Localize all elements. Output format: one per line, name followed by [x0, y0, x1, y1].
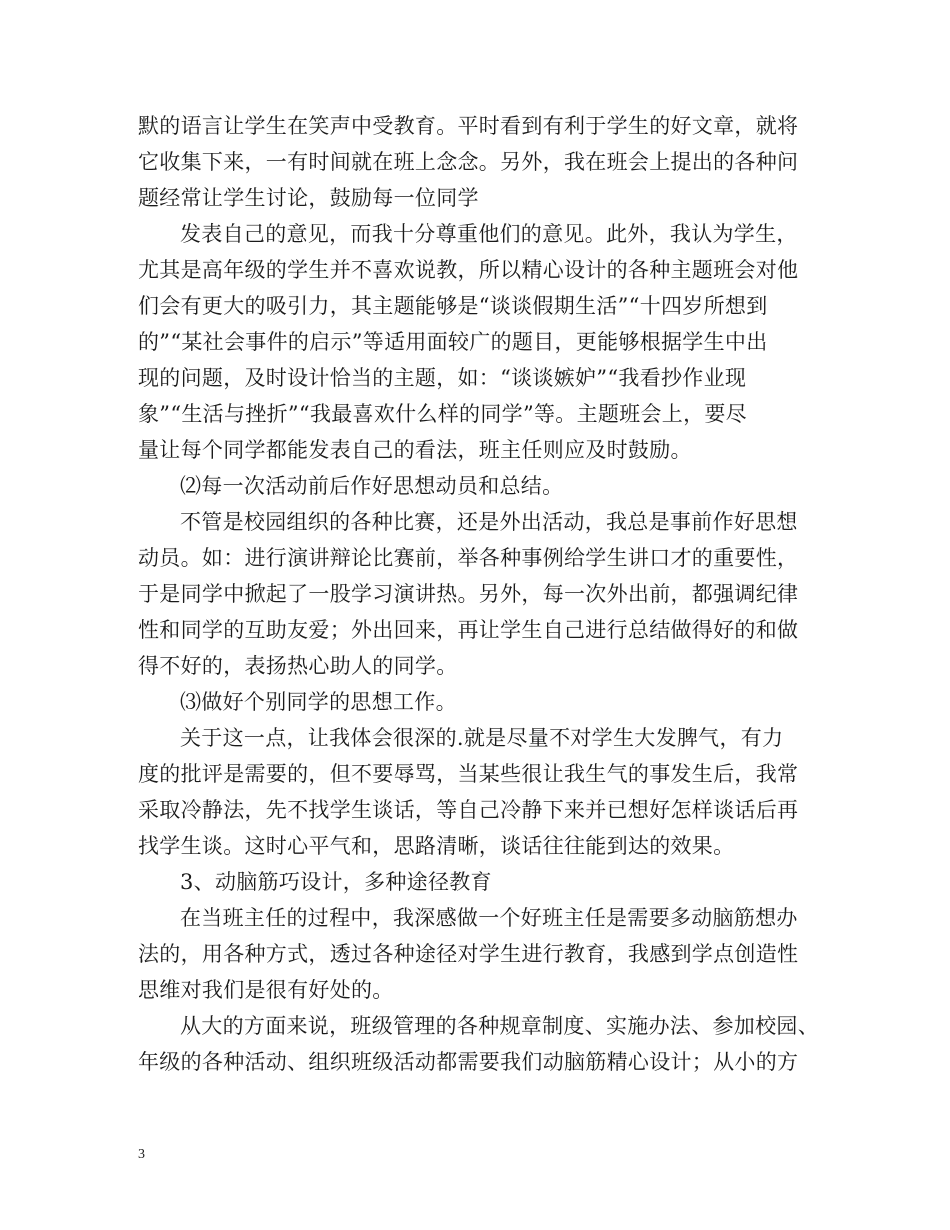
section-heading-line: ⑶做好个别同学的思想工作。 — [180, 690, 457, 714]
text-line: 采取冷静法，先不找学生谈话，等自己冷静下来并已想好怎样谈话后再 — [138, 798, 799, 822]
text-line: 量让每个同学都能发表自己的看法，班主任则应及时鼓励。 — [138, 438, 692, 462]
text-line: 的”“某社会事件的启示”等适用面较广的题目，更能够根据学生中出 — [138, 330, 768, 354]
document-body — [138, 108, 838, 1080]
paragraph-start-line: 不管是校园组织的各种比赛，还是外出活动，我总是事前作好思想 — [180, 510, 798, 534]
paragraph-start-line: 从大的方面来说，班级管理的各种规章制度、实施办法、参加校园、 — [180, 1014, 819, 1038]
section-heading-line: ⑵每一次活动前后作好思想动员和总结。 — [180, 474, 564, 498]
text-line: 思维对我们是很有好处的。 — [138, 978, 394, 1002]
section-heading-line: 3、动脑筋巧设计，多种途径教育 — [180, 870, 492, 894]
text-line: 题经常让学生讨论，鼓励每一位同学 — [138, 186, 479, 210]
paragraph-start-line: 发表自己的意见，而我十分尊重他们的意见。此外，我认为学生， — [180, 222, 798, 246]
paragraph-start-line: 关于这一点，让我体会很深的.就是尽量不对学生大发脾气，有力 — [180, 726, 784, 750]
page-number: 3 — [138, 1147, 145, 1162]
text-line: 现的问题，及时设计恰当的主题，如：“谈谈嫉妒”“我看抄作业现 — [138, 366, 747, 390]
text-line: 找学生谈。这时心平气和，思路清晰，谈话往往能到达的效果。 — [138, 834, 735, 858]
text-line: 得不好的，表扬热心助人的同学。 — [138, 654, 458, 678]
text-line: 性和同学的互助友爱；外出回来，再让学生自己进行总结做得好的和做 — [138, 618, 799, 642]
text-line: 象”“生活与挫折”“我最喜欢什么样的同学”等。主题班会上，要尽 — [138, 402, 747, 426]
text-line: 它收集下来，一有时间就在班上念念。另外，我在班会上提出的各种问 — [138, 150, 799, 174]
text-line: 度的批评是需要的，但不要辱骂，当某些很让我生气的事发生后，我常 — [138, 762, 799, 786]
paragraph-start-line: 在当班主任的过程中，我深感做一个好班主任是需要多动脑筋想办 — [180, 906, 798, 930]
text-line: 默的语言让学生在笑声中受教育。平时看到有利于学生的好文章，就将 — [138, 114, 799, 138]
text-line: 动员。如：进行演讲辩论比赛前，举各种事例给学生讲口才的重要性， — [138, 546, 799, 570]
text-line: 尤其是高年级的学生并不喜欢说教，所以精心设计的各种主题班会对他 — [138, 258, 799, 282]
text-line: 于是同学中掀起了一股学习演讲热。另外，每一次外出前，都强调纪律 — [138, 582, 799, 606]
text-line: 们会有更大的吸引力，其主题能够是“谈谈假期生活”“十四岁所想到 — [138, 294, 768, 318]
text-line: 年级的各种活动、组织班级活动都需要我们动脑筋精心设计；从小的方 — [138, 1050, 799, 1074]
text-line: 法的，用各种方式，透过各种途径对学生进行教育，我感到学点创造性 — [138, 942, 799, 966]
